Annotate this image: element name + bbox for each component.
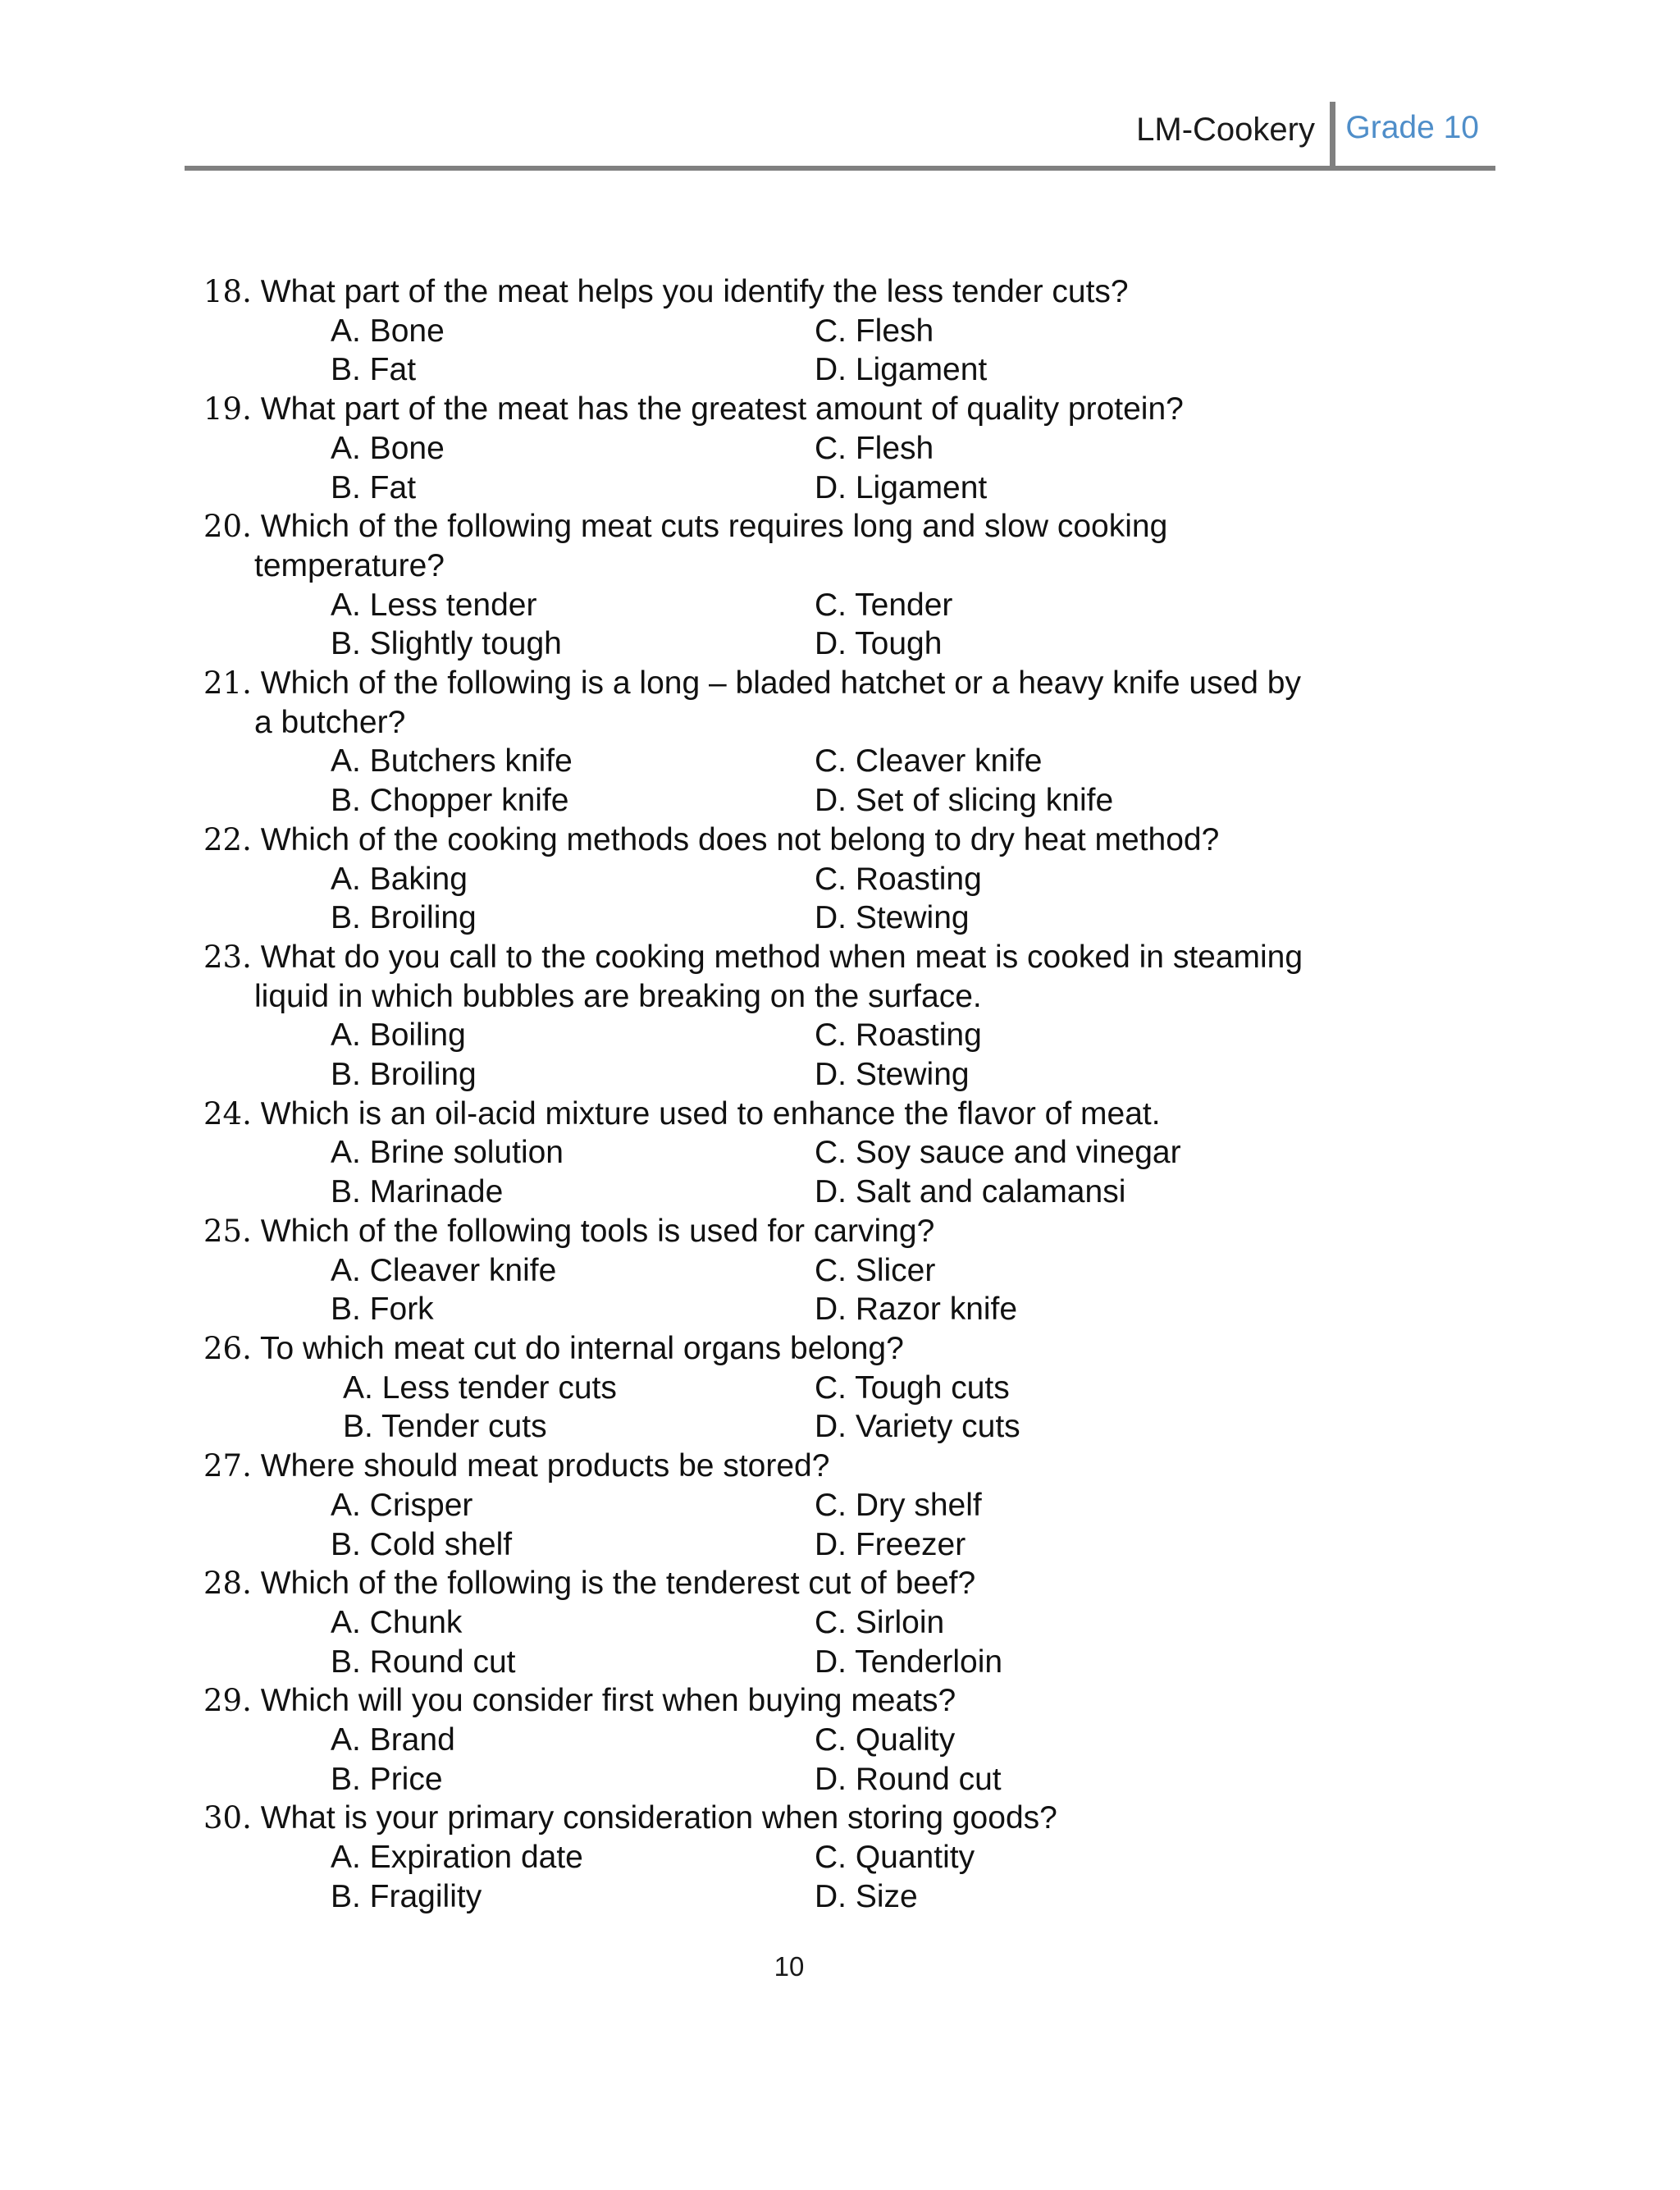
question-item [203, 1447, 1483, 1564]
question-number: 29. [203, 1683, 252, 1719]
option-b: B. Chopper knife [331, 783, 569, 819]
question-number: 26. [203, 1330, 252, 1366]
option-d: D. Ligament [815, 352, 988, 388]
question-number: 28. [203, 1566, 252, 1602]
option-c: C. Roasting [815, 861, 982, 897]
option-c: C. Tough cuts [815, 1369, 1010, 1406]
option-a: A. Expiration date [331, 1840, 583, 1876]
option-d: D. Salt and calamansi [815, 1174, 1126, 1210]
question-text: Which of the following meat cuts requires long and slow cooking [260, 509, 1168, 545]
header-divider [1330, 102, 1335, 166]
option-c: C. Cleaver knife [815, 743, 1043, 780]
option-b: B. Price [331, 1761, 443, 1797]
question-line [203, 390, 1483, 429]
question-item [203, 1212, 1483, 1329]
question-text: Where should meat products be stored? [260, 1448, 830, 1484]
question-text: Which will you consider first when buying meats? [260, 1683, 956, 1719]
option-row [203, 1133, 1483, 1173]
option-c: C. Quantity [815, 1840, 975, 1876]
option-a: A. Boiling [331, 1017, 466, 1054]
page-header [185, 97, 1495, 171]
question-line [203, 664, 1483, 703]
option-d: D. Round cut [815, 1761, 1002, 1797]
question-line [203, 507, 1483, 546]
question-number: 22. [203, 821, 252, 857]
option-row [203, 469, 1483, 508]
option-d: D. Razor knife [815, 1292, 1018, 1328]
question-item [203, 1564, 1483, 1681]
option-c: C. Flesh [815, 430, 934, 466]
question-line [203, 1212, 1483, 1251]
option-d: D. Size [815, 1878, 918, 1914]
option-row [203, 312, 1483, 351]
option-row [203, 1603, 1483, 1643]
header-grade: Grade 10 [1345, 110, 1479, 145]
option-d: D. Tough [815, 626, 943, 662]
question-text: What part of the meat has the greatest amount of quality protein? [260, 391, 1184, 427]
option-row [203, 586, 1483, 625]
question-item [203, 938, 1483, 1095]
option-b: B. Marinade [331, 1174, 504, 1210]
header-title: LM-Cookery [1136, 112, 1315, 148]
question-text: Which of the following is the tenderest cut of beef? [260, 1566, 976, 1602]
question-number: 21. [203, 665, 252, 702]
option-row [203, 1016, 1483, 1055]
question-number: 18. [203, 274, 252, 309]
option-b: B. Round cut [331, 1644, 516, 1680]
option-d: D. Stewing [815, 1057, 970, 1093]
option-a: A. Brand [331, 1722, 455, 1758]
option-row [203, 1643, 1483, 1682]
question-number: 25. [203, 1213, 252, 1249]
option-d: D. Ligament [815, 469, 988, 505]
question-number: 30. [203, 1800, 252, 1836]
question-line [203, 1447, 1483, 1486]
option-a: A. Crisper [331, 1487, 473, 1523]
option-row [203, 1369, 1483, 1408]
question-line [203, 1799, 1483, 1838]
option-row [203, 860, 1483, 899]
option-row [203, 1838, 1483, 1877]
option-row [203, 1173, 1483, 1212]
option-row [203, 429, 1483, 469]
question-text: Which of the cooking methods does not belong to dry heat method? [260, 821, 1220, 857]
option-d: D. Tenderloin [815, 1644, 1003, 1680]
option-b: B. Fork [331, 1292, 434, 1328]
question-line [203, 1564, 1483, 1603]
option-row [203, 1760, 1483, 1799]
question-number: 24. [203, 1095, 252, 1132]
option-row [203, 1407, 1483, 1447]
option-row [203, 624, 1483, 664]
question-line [203, 272, 1483, 312]
option-b: B. Broiling [331, 1057, 477, 1093]
option-row [203, 1055, 1483, 1095]
option-c: C. Sirloin [815, 1604, 945, 1640]
option-a: A. Baking [331, 861, 468, 897]
question-line [203, 1095, 1483, 1134]
question-item [203, 390, 1483, 507]
option-c: C. Roasting [815, 1017, 982, 1054]
option-row [203, 781, 1483, 821]
option-a: A. Butchers knife [331, 743, 573, 780]
option-b: B. Slightly tough [331, 626, 562, 662]
option-c: C. Dry shelf [815, 1487, 982, 1523]
question-text-continued: liquid in which bubbles are breaking on the surface. [254, 978, 982, 1014]
question-number: 27. [203, 1448, 252, 1484]
question-line [203, 938, 1483, 977]
option-row [203, 1721, 1483, 1760]
option-c: C. Soy sauce and vinegar [815, 1135, 1181, 1171]
option-d: D. Stewing [815, 900, 970, 936]
option-a: A. Bone [331, 430, 445, 466]
option-a: A. Less tender [331, 587, 537, 623]
option-row [203, 1290, 1483, 1329]
question-line [203, 1681, 1483, 1721]
option-c: C. Slicer [815, 1252, 936, 1288]
option-row [203, 1877, 1483, 1917]
option-b: B. Cold shelf [331, 1526, 513, 1562]
option-a: A. Less tender cuts [343, 1369, 617, 1406]
question-text: Which of the following is a long – bladed hatchet or a heavy knife used by [260, 665, 1301, 702]
question-item [203, 1681, 1483, 1799]
question-text: Which of the following tools is used for carving? [260, 1213, 935, 1249]
option-a: A. Chunk [331, 1604, 463, 1640]
option-d: D. Set of slicing knife [815, 783, 1114, 819]
question-text: Which is an oil-acid mixture used to enhance the flavor of meat. [260, 1095, 1161, 1132]
option-a: A. Brine solution [331, 1135, 564, 1171]
question-text: What part of the meat helps you identify the less tender cuts? [260, 274, 1129, 309]
option-b: B. Broiling [331, 900, 477, 936]
question-item [203, 1095, 1483, 1212]
option-c: C. Tender [815, 587, 953, 623]
option-b: B. Fragility [331, 1878, 482, 1914]
question-list [203, 272, 1483, 1917]
question-text: What is your primary consideration when storing goods? [260, 1800, 1057, 1836]
question-text: What do you call to the cooking method when meat is cooked in steaming [260, 939, 1303, 975]
option-b: B. Fat [331, 352, 417, 388]
question-item [203, 272, 1483, 390]
option-row [203, 898, 1483, 938]
option-row [203, 742, 1483, 781]
question-item [203, 1329, 1483, 1447]
option-b: B. Fat [331, 469, 417, 505]
question-number: 23. [203, 939, 252, 975]
question-item [203, 664, 1483, 821]
question-line [203, 821, 1483, 860]
question-number: 19. [203, 391, 252, 427]
question-text: To which meat cut do internal organs belong? [259, 1330, 904, 1366]
option-row [203, 350, 1483, 390]
question-text-continued: a butcher? [254, 704, 406, 740]
option-c: C. Quality [815, 1722, 956, 1758]
option-c: C. Flesh [815, 313, 934, 349]
question-item [203, 507, 1483, 664]
question-item [203, 1799, 1483, 1916]
question-item [203, 821, 1483, 938]
option-d: D. Freezer [815, 1526, 966, 1562]
option-row [203, 1251, 1483, 1291]
option-row [203, 1525, 1483, 1565]
page-number: 10 [774, 1951, 805, 1982]
option-a: A. Bone [331, 313, 445, 349]
header-rule [185, 166, 1495, 171]
option-a: A. Cleaver knife [331, 1252, 557, 1288]
option-b: B. Tender cuts [343, 1409, 547, 1445]
question-number: 20. [203, 509, 252, 545]
question-line [203, 1329, 1483, 1369]
option-d: D. Variety cuts [815, 1409, 1020, 1445]
option-row [203, 1486, 1483, 1525]
question-text-continued: temperature? [254, 547, 445, 583]
